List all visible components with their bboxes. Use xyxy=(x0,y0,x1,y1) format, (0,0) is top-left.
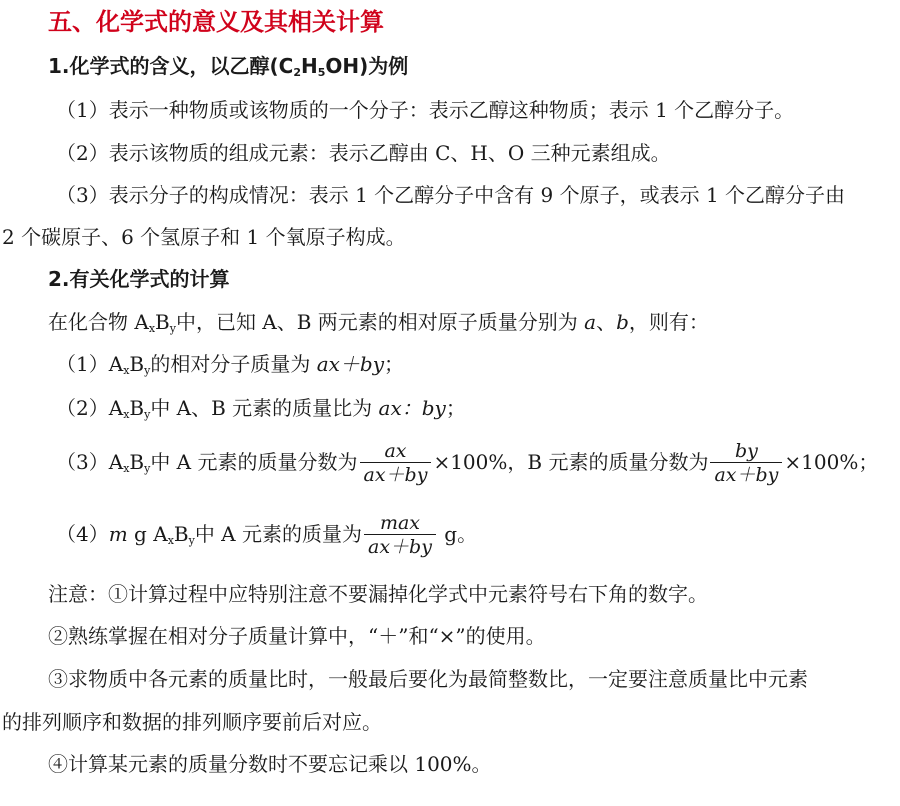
note-3-line1: ③求物质中各元素的质量比时，一般最后要化为最简整数比，一定要注意质量比中元素 xyxy=(48,667,808,691)
section2-item-2: $(2)A_xB_y$中 A、B 元素的质量比为 ax：by； xyxy=(56,396,466,421)
fraction-a-mass: $\frac{\max}{ax+by}$ xyxy=(364,512,436,559)
section1-item-3-line2: 2 个碳原子、6 个氢原子和 1 个氧原子构成。 xyxy=(2,225,406,249)
section1-item-1: （1）表示一种物质或该物质的一个分子：表示乙醇这种物质；表示 1 个乙醇分子。 xyxy=(56,98,795,122)
section1-item-3-line1: （3）表示分子的构成情况：表示 1 个乙醇分子中含有 9 个原子，或表示 1 个乙醇分子由 xyxy=(56,183,846,207)
section2-intro: 在化合物 $A_xB_y$中，已知 A、B 两元素的相对原子质量分别为 a、b，则有： xyxy=(48,310,709,335)
section1-heading: 1.化学式的含义，以乙醇$(C_2H_5OH)$为例 xyxy=(48,54,409,79)
section1-item-2: （2）表示该物质的组成元素：表示乙醇由 C、H、O 三种元素组成。 xyxy=(56,141,671,165)
note-2: ②熟练掌握在相对分子质量计算中，“＋”和“×”的使用。 xyxy=(48,624,546,648)
section2-item-3: $(3)A_xB_y$中 A 元素的质量分数为 $\frac{ax}{ax+by}$ ×100%，B 元素的质量分数为 $\frac{by}{ax+by}$ ×100%； xyxy=(56,440,879,486)
section2-heading: 2.有关化学式的计算 xyxy=(48,267,230,291)
page-title: 五、化学式的意义及其相关计算 xyxy=(48,8,384,36)
fraction-b-mass-fraction: $\frac{by}{ax+by}$ xyxy=(710,440,782,487)
fraction-a-mass-fraction: $\frac{ax}{ax+by}$ xyxy=(360,440,432,487)
note-1: 注意：①计算过程中应特别注意不要漏掉化学式中元素符号右下角的数字。 xyxy=(48,582,708,606)
section2-item-4: （4）m g $A_xB_y$中 A 元素的质量为 $\frac{\max}{ax+by}$ g。 xyxy=(56,512,478,558)
section2-item-1: $(1)A_xB_y$的相对分子质量为 ax＋by； xyxy=(56,352,404,377)
note-4: ④计算某元素的质量分数时不要忘记乘以 100%。 xyxy=(48,752,492,776)
note-3-line2: 的排列顺序和数据的排列顺序要前后对应。 xyxy=(2,710,382,734)
